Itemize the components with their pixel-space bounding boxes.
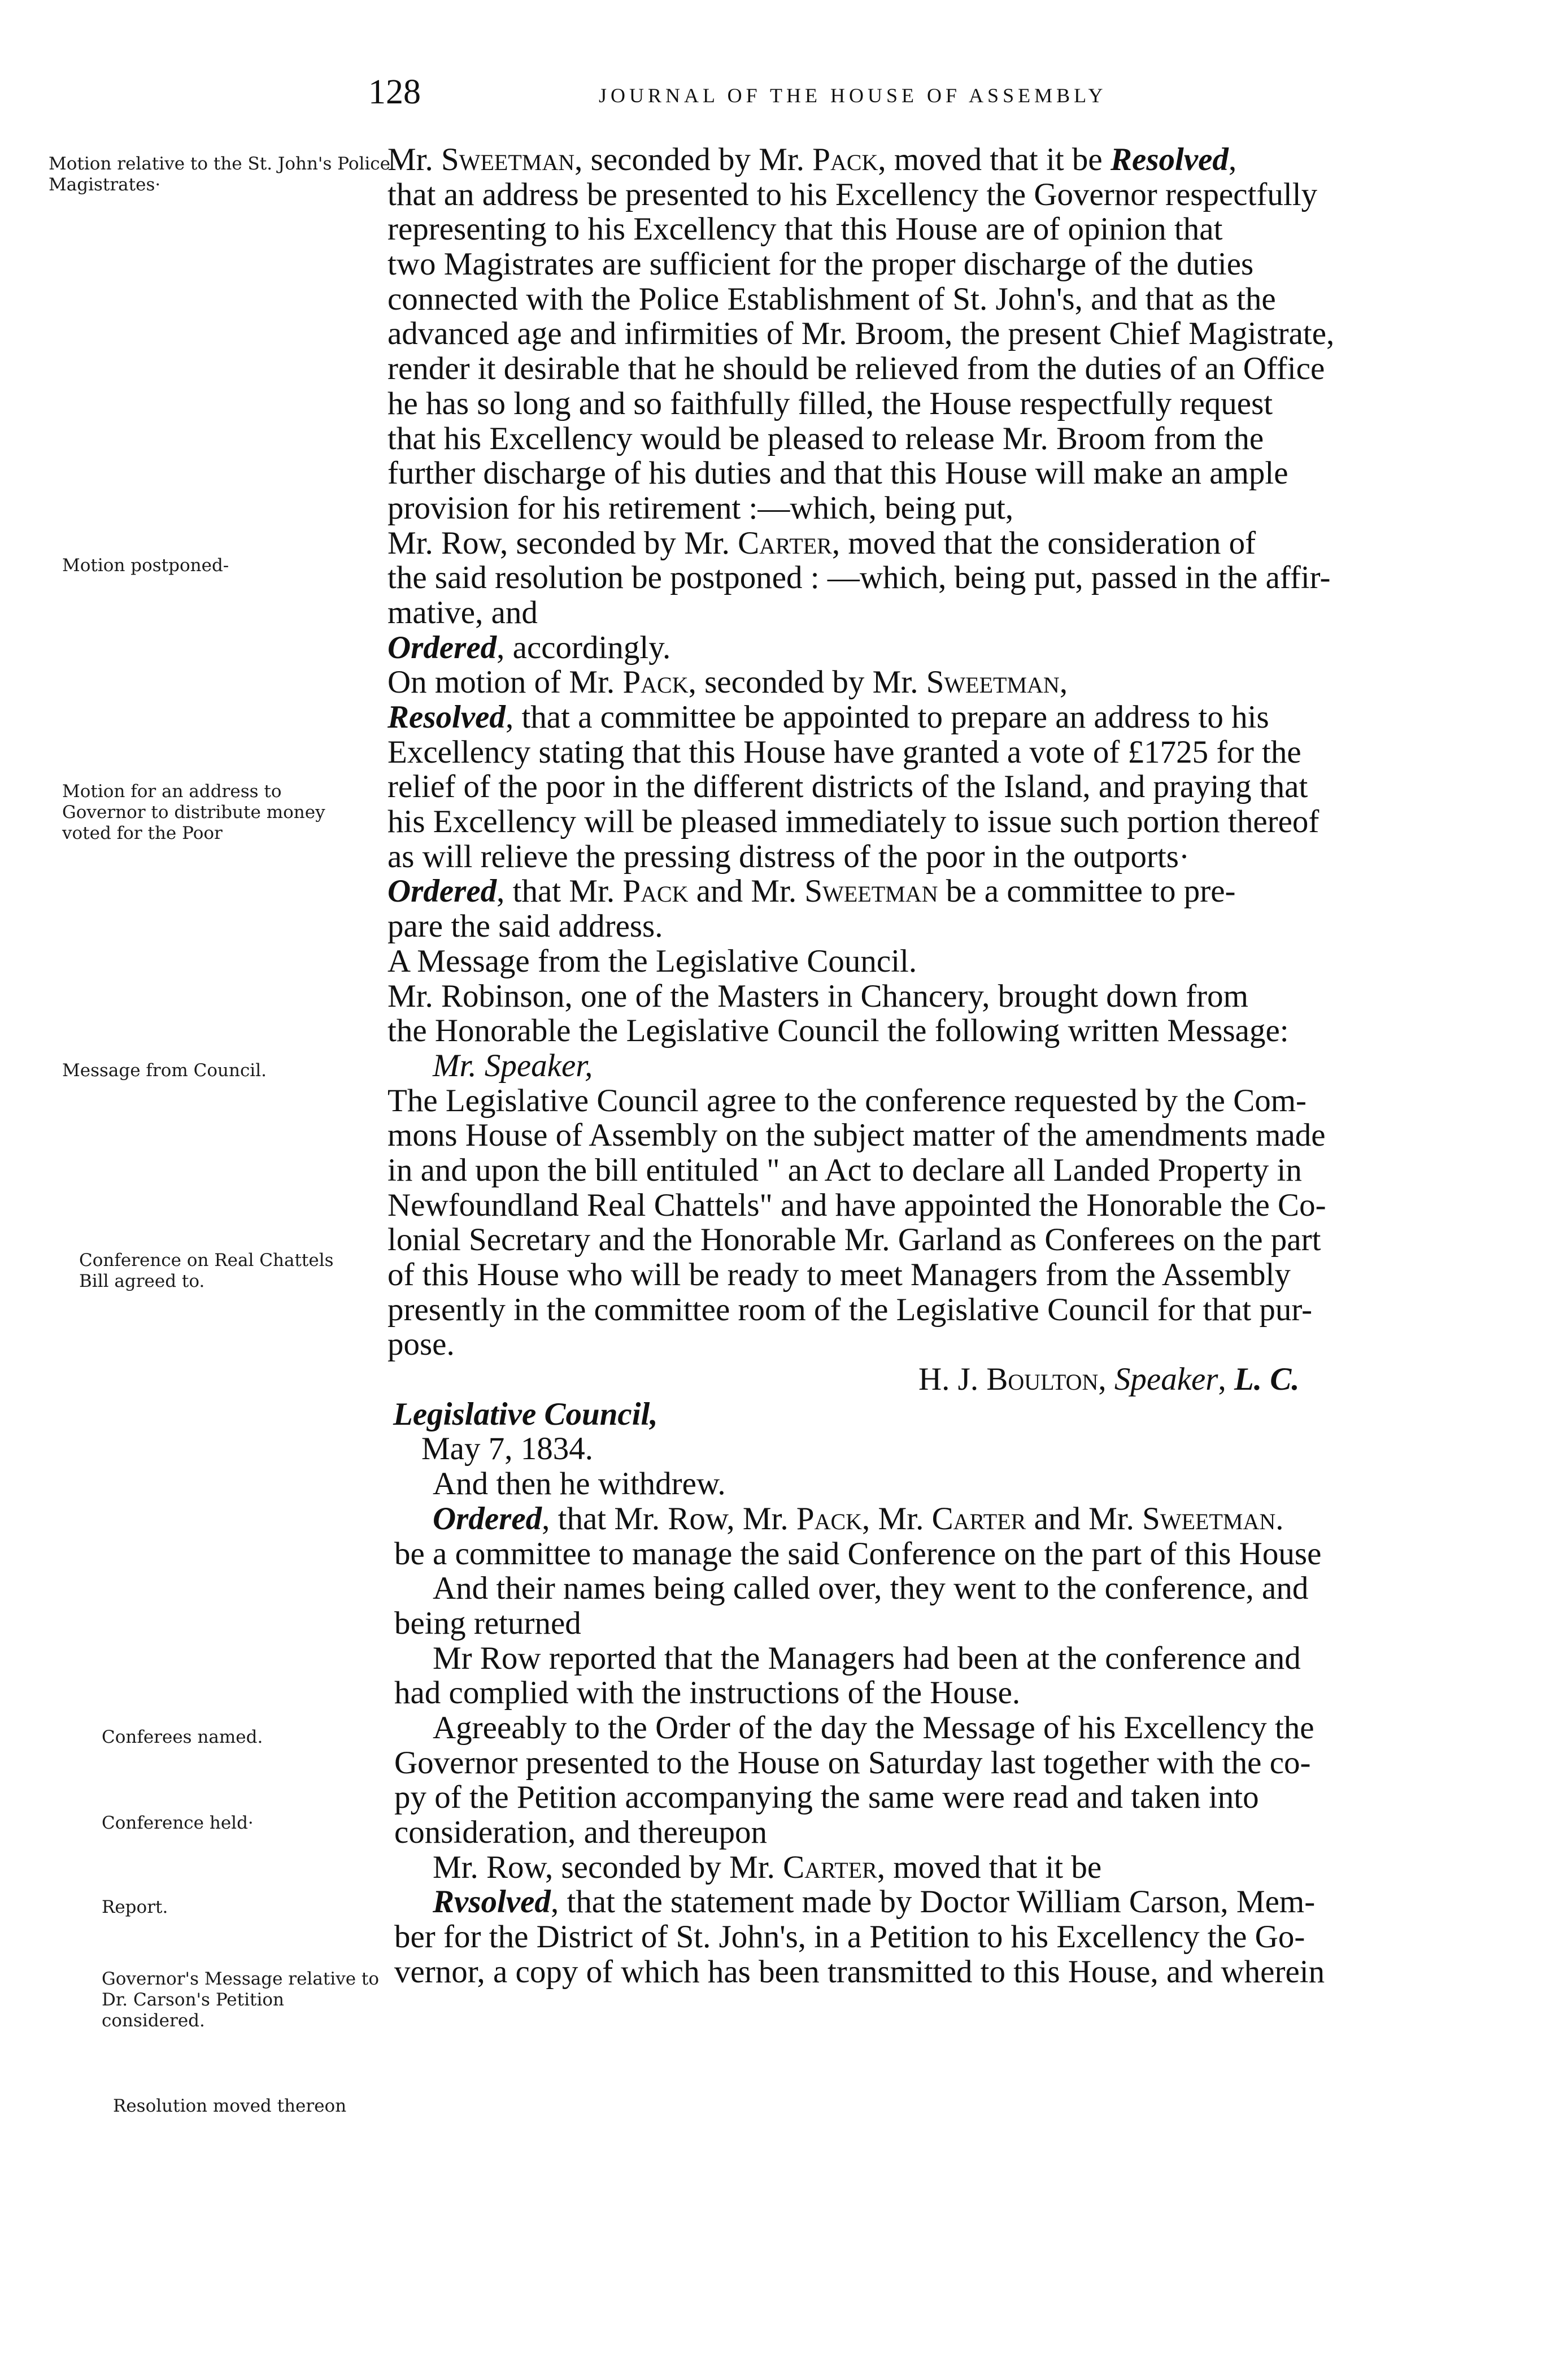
body-line: Governor presented to the House on Saturday last together with the co- xyxy=(394,1744,1311,1781)
body-line: consideration, and thereupon xyxy=(394,1815,768,1850)
body-line: Legislative Council, xyxy=(393,1396,658,1432)
body-line: ber for the District of St. John's, in a Petition to his Excellency the Go- xyxy=(394,1919,1305,1955)
body-line: that an address be presented to his Excellency the Governor respectfully xyxy=(387,176,1318,212)
body-line: lonial Secretary and the Honorable Mr. Garland as Conferees on the part xyxy=(387,1222,1321,1258)
body-line: Mr. Row, seconded by Mr. Carter, moved that it be xyxy=(433,1849,1102,1885)
body-line: A Message from the Legislative Council. xyxy=(387,943,917,979)
body-line: being returned xyxy=(394,1605,581,1641)
margin-note: Message from Council. xyxy=(62,1060,267,1081)
body-line: that his Excellency would be pleased to release Mr. Broom from the xyxy=(387,420,1264,456)
body-line: Resolved, that a committee be appointed to prepare an address to his xyxy=(387,699,1269,735)
body-line: representing to his Excellency that this House are of opinion that xyxy=(387,211,1223,247)
margin-note: Motion relative to the St. John's Police Magistrates· xyxy=(49,154,391,195)
body-line: Ordered, that Mr. Pack and Mr. Sweetman be a committee to pre- xyxy=(387,873,1236,910)
body-line: py of the Petition accompanying the same were read and taken into xyxy=(394,1779,1259,1816)
body-line: be a committee to manage the said Conference on the part of this House xyxy=(394,1535,1322,1572)
body-line: his Excellency will be pleased immediately to issue such portion thereof xyxy=(387,804,1319,840)
body-line: he has so long and so faithfully filled, the House respectfully request xyxy=(387,385,1273,421)
body-line: pare the said address. xyxy=(387,908,663,945)
margin-note: Resolution moved thereon xyxy=(113,2096,347,2116)
body-line: vernor, a copy of which has been transmitted to this House, and wherein xyxy=(394,1953,1325,1990)
body-line: the said resolution be postponed : —which, being put, passed in the affir- xyxy=(387,560,1331,596)
body-line: Mr. Robinson, one of the Masters in Chancery, brought down from xyxy=(387,978,1248,1014)
body-line: mons House of Assembly on the subject matter of the amendments made xyxy=(387,1117,1326,1154)
body-line: presently in the committee room of the Legislative Council for that pur- xyxy=(387,1291,1313,1328)
body-line: advanced age and infirmities of Mr. Broom, the present Chief Magistrate, xyxy=(387,316,1335,352)
body-line: two Magistrates are sufficient for the proper discharge of the duties xyxy=(387,246,1254,282)
body-line: Rvsolved, that the statement made by Doctor William Carson, Mem- xyxy=(433,1884,1316,1920)
journal-body xyxy=(387,142,1495,1989)
margin-note: Report. xyxy=(102,1897,168,1917)
body-line: Mr. Sweetman, seconded by Mr. Pack, moved that it be Resolved, xyxy=(387,142,1237,177)
body-line: as will relieve the pressing distress of the poor in the outports· xyxy=(387,838,1190,874)
body-line: connected with the Police Establishment of St. John's, and that as the xyxy=(387,281,1276,317)
body-line: And their names being called over, they went to the conference, and xyxy=(433,1570,1309,1607)
body-line: And then he withdrew. xyxy=(433,1466,726,1502)
running-head: JOURNAL OF THE HOUSE OF ASSEMBLY xyxy=(599,84,1107,107)
body-line: Newfoundland Real Chattels" and have appointed the Honorable the Co- xyxy=(387,1187,1326,1223)
page-number: 128 xyxy=(368,73,421,111)
body-line: H. J. Boulton, Speaker, L. C. xyxy=(918,1361,1300,1398)
margin-note: Conference held· xyxy=(102,1813,254,1833)
body-line: mative, and xyxy=(387,594,538,630)
body-line: the Honorable the Legislative Council the following written Message: xyxy=(387,1013,1289,1049)
body-line: further discharge of his duties and that this House will make an ample xyxy=(387,455,1288,491)
body-line: of this House who will be ready to meet Managers from the Assembly xyxy=(387,1257,1291,1293)
margin-note: Motion postponed- xyxy=(62,555,229,576)
body-line: The Legislative Council agree to the conference requested by the Com- xyxy=(387,1082,1307,1119)
body-line: May 7, 1834. xyxy=(421,1431,593,1467)
body-line: provision for his retirement :—which, being put, xyxy=(387,490,1014,526)
body-line: had complied with the instructions of the House. xyxy=(394,1675,1021,1711)
body-line: Mr. Speaker, xyxy=(433,1047,593,1084)
body-line: in and upon the bill entituled " an Act to declare all Landed Property in xyxy=(387,1152,1302,1188)
body-line: Ordered, accordingly. xyxy=(387,629,671,665)
body-line: On motion of Mr. Pack, seconded by Mr. Sweetman, xyxy=(387,664,1068,700)
body-line: Ordered, that Mr. Row, Mr. Pack, Mr. Carter and Mr. Sweetman. xyxy=(433,1500,1284,1537)
body-line: Excellency stating that this House have granted a vote of £1725 for the xyxy=(387,734,1301,770)
body-line: Agreeably to the Order of the day the Message of his Excellency the xyxy=(433,1709,1314,1746)
margin-note: Governor's Message relative to Dr. Carson's Petition considered. xyxy=(102,1969,380,2031)
body-line: pose. xyxy=(387,1326,455,1363)
margin-note: Conference on Real Chattels Bill agreed to. xyxy=(79,1250,334,1291)
body-line: Mr Row reported that the Managers had been at the conference and xyxy=(433,1640,1301,1676)
body-line: relief of the poor in the different districts of the Island, and praying that xyxy=(387,769,1308,805)
margin-note: Motion for an address to Governor to distribute money voted for the Poor xyxy=(62,781,325,843)
body-line: render it desirable that he should be relieved from the duties of an Office xyxy=(387,351,1325,387)
body-line: Mr. Row, seconded by Mr. Carter, moved that the consideration of xyxy=(387,525,1256,561)
margin-note: Conferees named. xyxy=(102,1727,263,1747)
